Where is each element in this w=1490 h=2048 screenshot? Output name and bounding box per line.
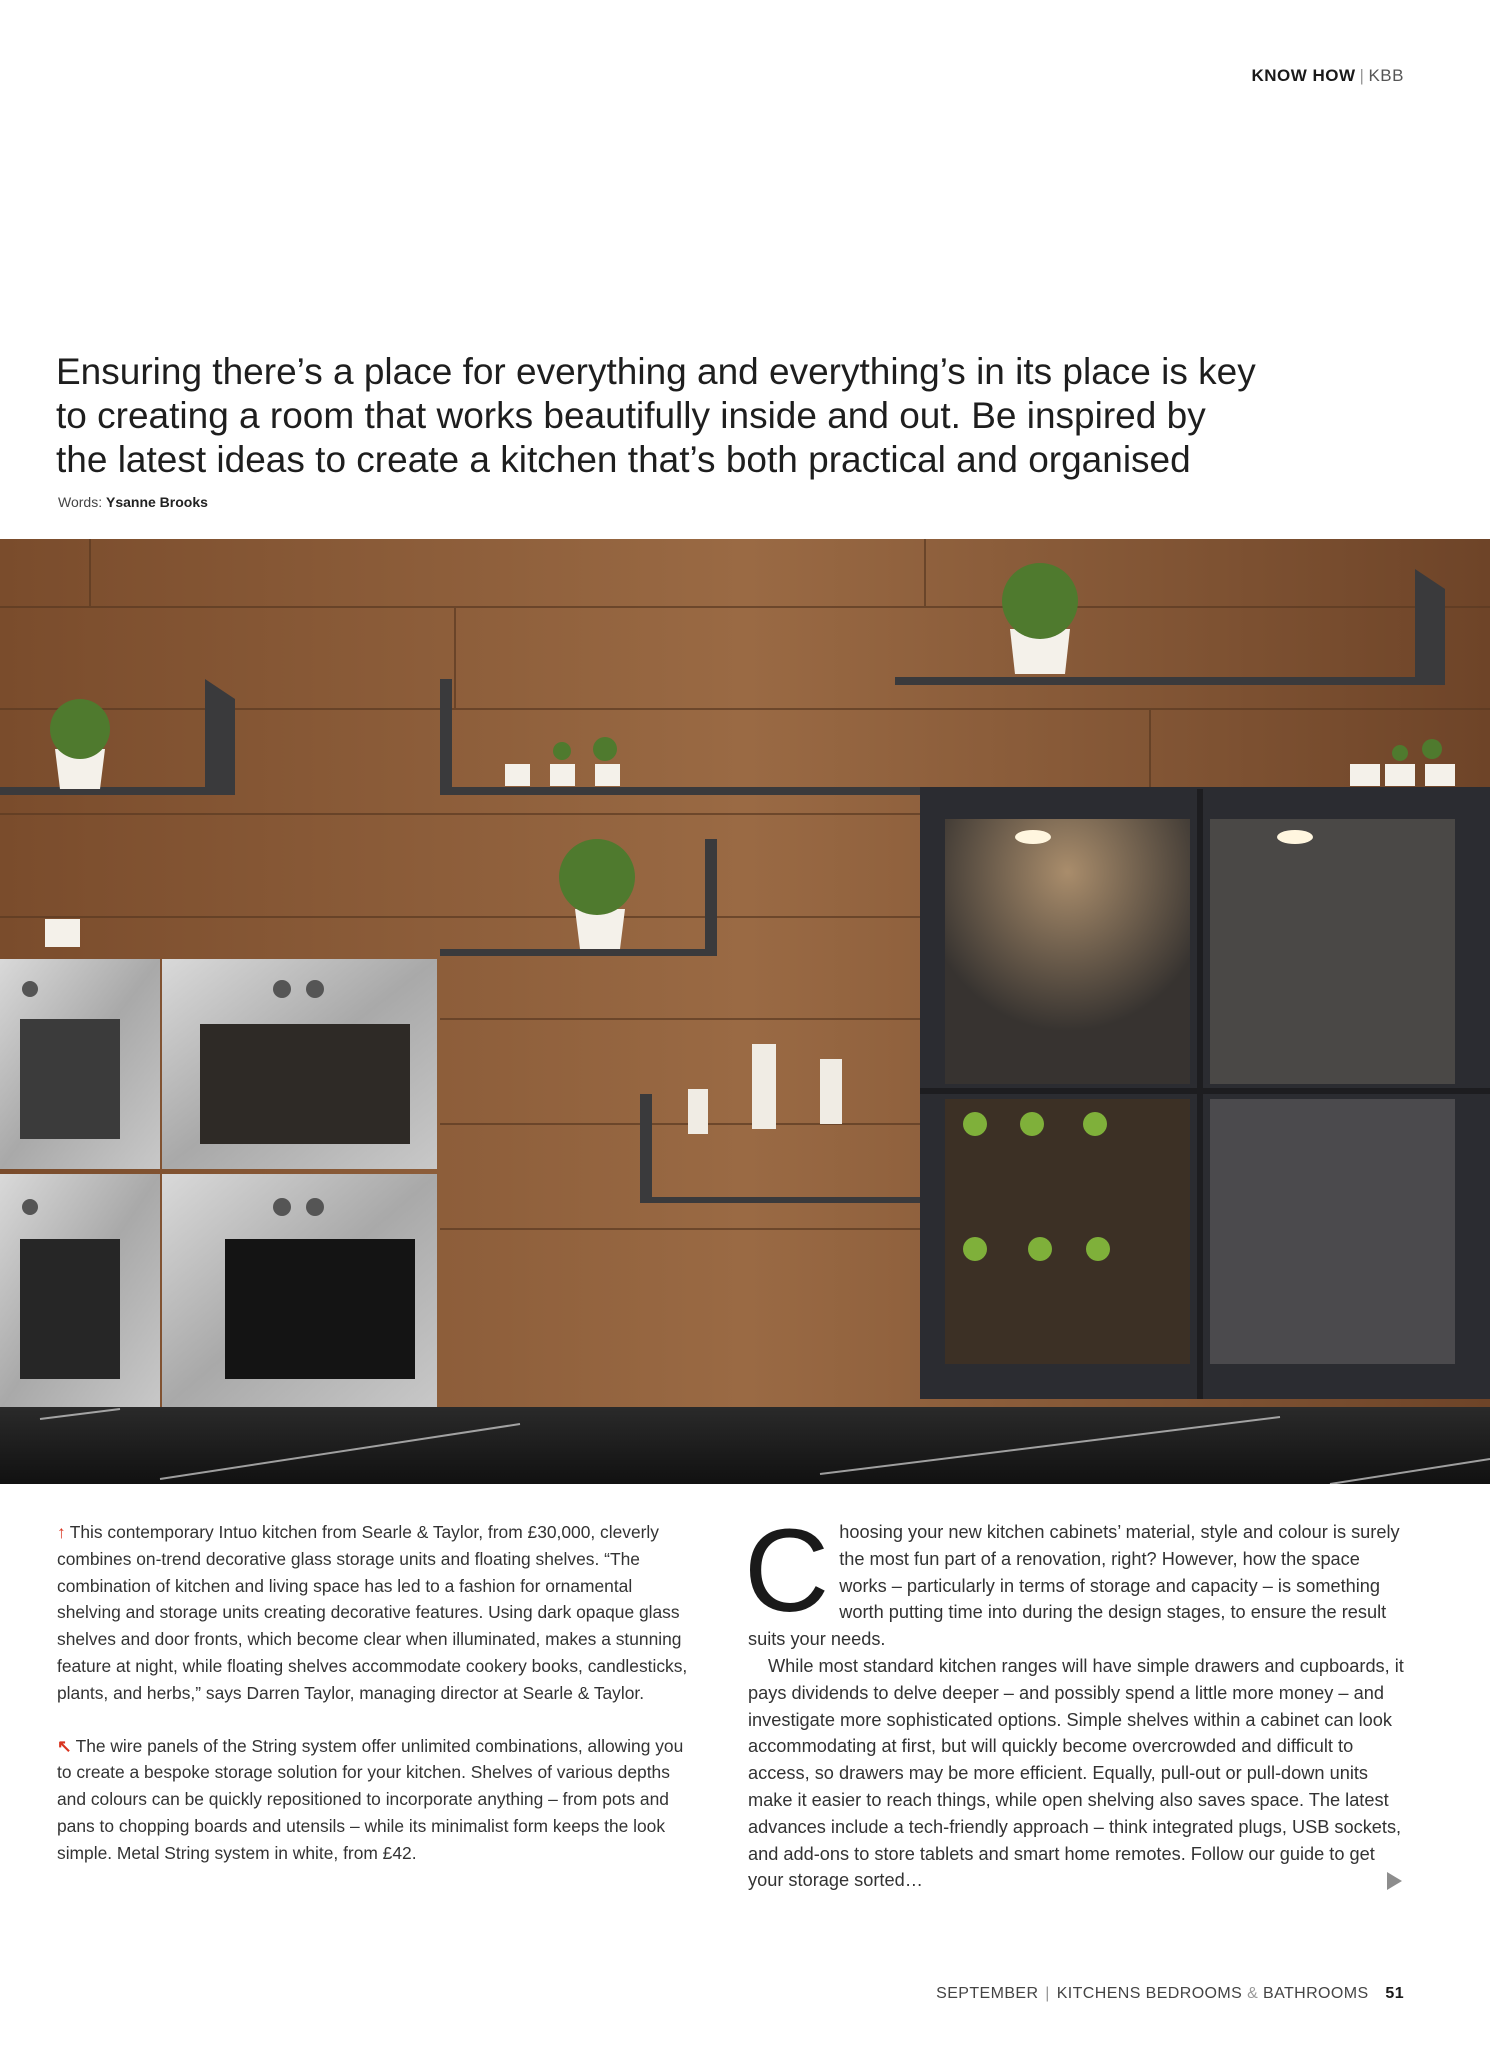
body-paragraph-1-text: hoosing your new kitchen cabinets’ material, style and colour is surely the most fun part of a renovation, right? However, how the space works – particularly in terms of storage and capacity – is something worth putting time into during the design stages, to ensure the result suits your needs. [748,1522,1400,1650]
running-header [1251,66,1404,86]
page-number: 51 [1385,1985,1404,2002]
page-footer [936,1985,1404,2003]
footer-separator: | [1045,1985,1050,2002]
footer-month: SEPTEMBER [936,1985,1039,2002]
body-paragraph-1 [744,1505,1408,1653]
standfirst-line: the latest ideas to create a kitchen that’s both practical and organised [56,439,1191,480]
caption-primary-text: This contemporary Intuo kitchen from Searle & Taylor, from £30,000, cleverly combines on-trend decorative glass storage units and floating shelves. “The combination of kitchen and living space has led to a fashion for ornamental shelving and storage units creating decorative features. Using dark opaque glass shelves and door fronts, which become clear when illuminated, makes a stunning feature at night, while floating shelves accommodate cookery books, candlesticks, plants, and herbs,” says Darren Taylor, managing director at Searle & Taylor. [57,1522,688,1703]
standfirst-line: to creating a room that works beautifully inside and out. Be inspired by [56,395,1206,436]
body-paragraph-2: While most standard kitchen ranges will have simple drawers and cupboards, it pays dividends to delve deeper – and possibly spend a little more money – and investigate more sophisticated options. Simple shelves within a cabinet can look accommodating at first, but will quickly become overcrowded and difficult to access, so drawers may be more efficient. Equally, pull-out or pull-down units make it easier to reach things, while open shelving also saves space. The latest advances include a tech-friendly approach – think integrated plugs, USB sockets, and add-ons to store tablets and smart home remotes. Follow our guide to get your storage sorted… [748,1655,1404,1891]
kitchen-photo-icon [0,539,1490,1484]
article-body [744,1505,1408,1894]
caption-secondary [57,1733,697,1867]
header-tag: KBB [1368,66,1404,85]
arrow-up-icon: ↑ [57,1522,66,1542]
footer-magazine-part1: KITCHENS BEDROOMS [1056,1985,1243,2002]
byline-label: Words: [58,494,103,510]
footer-ampersand: & [1247,1985,1259,2002]
byline-author: Ysanne Brooks [105,494,208,510]
byline [58,494,208,510]
continue-arrow-icon [1387,1872,1402,1890]
photo-captions [57,1519,697,1893]
section-label: KNOW HOW [1251,66,1356,85]
header-separator: | [1359,66,1365,85]
caption-secondary-text: The wire panels of the String system offer unlimited combinations, allowing you to create a bespoke storage solution for your kitchen. Shelves of various depths and colours can be quickly repositioned to incorporate anything – from pots and pans to chopping boards and utensils – while its minimalist form keeps the look simple. Metal String system in white, from £42. [57,1735,684,1863]
footer-magazine-part2: BATHROOMS [1263,1985,1369,2002]
drop-cap: C [744,1505,830,1637]
arrow-up-left-icon: ↖ [57,1735,72,1756]
standfirst [56,350,1286,482]
standfirst-line: Ensuring there’s a place for everything and everything’s in its place is key [56,351,1256,392]
caption-primary [57,1519,697,1707]
